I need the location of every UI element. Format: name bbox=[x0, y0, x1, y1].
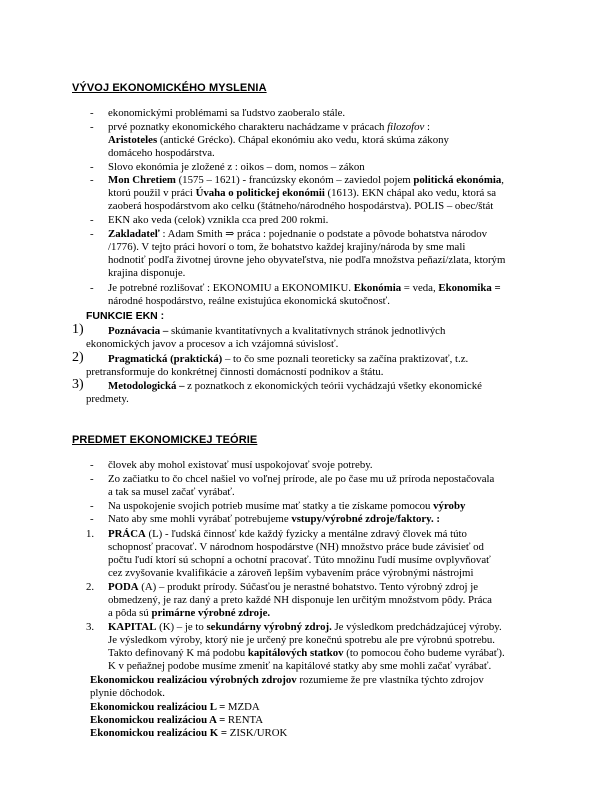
funkcia-line: Pragmatická (praktická) – to čo sme poznali teoreticky sa začína praktizovať, t.z. bbox=[108, 353, 469, 365]
funkcie-title: FUNKCIE EKN : bbox=[86, 310, 165, 322]
closing-line: plynie dôchodok. bbox=[90, 687, 165, 699]
factor-line: Je výsledkom výroby, ktorý nie je určený pre konečnú spotrebu ale pre výrobnú spotrebu. bbox=[108, 634, 495, 646]
funkcia-line: pretransformuje do konkrétnej činnosti domácností podnikov a štátu. bbox=[86, 366, 384, 378]
funkcia-number: 1) bbox=[72, 322, 84, 337]
bullet-dash: - bbox=[90, 459, 94, 471]
section-heading-vyvoj: VÝVOJ EKONOMICKÉHO MYSLENIA bbox=[72, 82, 267, 94]
funkcia-number: 2) bbox=[72, 350, 84, 365]
closing-line: Ekonomickou realizáciou L = MZDA bbox=[90, 701, 260, 713]
bullet-dash: - bbox=[90, 174, 94, 186]
bullet-dash: - bbox=[90, 228, 94, 240]
bullet-line: prvé poznatky ekonomického charakteru nachádzame v prácach filozofov : bbox=[108, 121, 430, 133]
factor-line: cez zvyšovanie kvalifikácie a zároveň lepším vybavením práce výrobnými nástrojmi bbox=[108, 567, 474, 579]
bullet-dash: - bbox=[90, 121, 94, 133]
funkcia-number: 3) bbox=[72, 377, 84, 392]
factor-line: a pôda sú primárne výrobné zdroje. bbox=[108, 607, 271, 619]
bullet-line: ekonomickými problémami sa ľudstvo zaoberalo stále. bbox=[108, 107, 346, 119]
factor-number: 2. bbox=[86, 581, 95, 593]
bullet-line: a tak sa musel začať vyrábať. bbox=[108, 486, 235, 498]
closing-line: Ekonomickou realizáciou výrobných zdrojov rozumieme že pre vlastníka týchto zdrojov bbox=[90, 674, 484, 686]
bullet-line: Aristoteles (antické Grécko). Chápal ekonómiu ako vedu, ktorá skúma zákony bbox=[108, 134, 449, 146]
bullet-line: Slovo ekonómia je zložené z : oikos – dom, nomos – zákon bbox=[108, 161, 365, 173]
bullet-dash: - bbox=[90, 161, 94, 173]
closing-line: Ekonomickou realizáciou A = RENTA bbox=[90, 714, 264, 726]
factor-line: KAPITAL (K) – je to sekundárny výrobný zdroj. Je výsledkom predchádzajúcej výroby. bbox=[108, 621, 502, 633]
factor-line: PRÁCA (L) - ľudská činnosť kde každý fyzicky a mentálne zdravý človek má túto bbox=[108, 528, 467, 540]
bullet-line: človek aby mohol existovať musí uspokojovať svoje potreby. bbox=[108, 459, 373, 471]
bullet-line: národné hospodárstvo, reálne existujúca ekonomická skutočnosť. bbox=[108, 295, 390, 307]
factor-number: 3. bbox=[86, 621, 95, 633]
bullet-line: krajina disponuje. bbox=[108, 267, 186, 279]
funkcia-line: Poznávacia – skúmanie kvantitatívnych a kvalitatívnych stránok jednotlivých bbox=[108, 325, 446, 337]
factor-number: 1. bbox=[86, 528, 95, 540]
factor-line: obmedzený, je raz daný a preto každé NH disponuje len určitým množstvom pôdy. Práca bbox=[108, 594, 492, 606]
bullet-line: Zo začiatku to čo chcel našiel vo voľnej prírode, ale po čase mu už príroda nepostačovala bbox=[108, 473, 495, 485]
bullet-dash: - bbox=[90, 214, 94, 226]
factor-line: počtu ľudí ktorí sú schopní a ochotní pracovať. Túto množinu ľudí musíme ovplyvňovať bbox=[108, 554, 491, 566]
funkcia-line: predmety. bbox=[86, 393, 129, 405]
section-heading-predmet: PREDMET EKONOMICKEJ TEÓRIE bbox=[72, 434, 258, 446]
bullet-line: Je potrebné rozlišovať : EKONOMIU a EKONOMIKU. Ekonómia = veda, Ekonomika = bbox=[108, 282, 501, 294]
bullet-dash: - bbox=[90, 473, 94, 485]
bullet-line: /1776). V tejto práci hovorí o tom, že bohatstvo každej krajiny/národa by sme mali bbox=[108, 241, 466, 253]
bullet-dash: - bbox=[90, 107, 94, 119]
closing-line: Ekonomickou realizáciou K = ZISK/UROK bbox=[90, 727, 288, 739]
bullet-line: EKN ako veda (celok) vznikla cca pred 200 rokmi. bbox=[108, 214, 329, 226]
bullet-line: Na uspokojenie svojich potrieb musíme mať statky a tie získame pomocou výroby bbox=[108, 500, 466, 512]
bullet-line: Zakladateľ : Adam Smith ⇒ práca : pojednanie o podstate a pôvode bohatstva národov bbox=[108, 228, 488, 240]
bullet-dash: - bbox=[90, 500, 94, 512]
bullet-line: domáceho hospodárstva. bbox=[108, 147, 215, 159]
bullet-dash: - bbox=[90, 513, 94, 525]
bullet-dash: - bbox=[90, 282, 94, 294]
factor-line: schopnosť pracovať. V národnom hospodárstve (NH) množstvo práce bude závisieť od bbox=[108, 541, 484, 553]
bullet-line: ktorú použil v práci Úvaha o politickej ekonómii (1613). EKN chápal ako vedu, ktorá sa bbox=[108, 187, 497, 199]
funkcia-line: Metodologická – z poznatkoch z ekonomických teórii vychádzajú všetky ekonomické bbox=[108, 380, 482, 392]
factor-line: PODA (A) – produkt prírody. Súčasťou je nerastné bohatstvo. Tento výrobný zdroj je bbox=[108, 581, 478, 593]
bullet-line: Nato aby sme mohli vyrábať potrebujeme vstupy/výrobné zdroje/faktory. : bbox=[108, 513, 440, 525]
factor-line: Takto definovaný K má podobu kapitálových statkov (to pomocou čoho budeme vyrábať). bbox=[108, 647, 505, 659]
bullet-line: hodnotiť podľa životnej úrovne jeho obyvateľstva, nie podľa množstva peňazí/zlata, ktorým bbox=[108, 254, 506, 266]
bullet-line: zaoberá hospodárstvom ako celku (štátneho/národného hospodárstva). POLIS – obec/štát bbox=[108, 200, 494, 212]
bullet-line: Mon Chretiem (1575 – 1621) - francúzsky ekonóm – zaviedol pojem politická ekonómia, bbox=[108, 174, 504, 186]
funkcia-line: ekonomických javov a procesov a ich vzájomná súvislosť. bbox=[86, 338, 339, 350]
factor-line: K v peňažnej podobe musíme zmeniť na kapitálové statky aby sme mohli začať vyrábať. bbox=[108, 660, 492, 672]
